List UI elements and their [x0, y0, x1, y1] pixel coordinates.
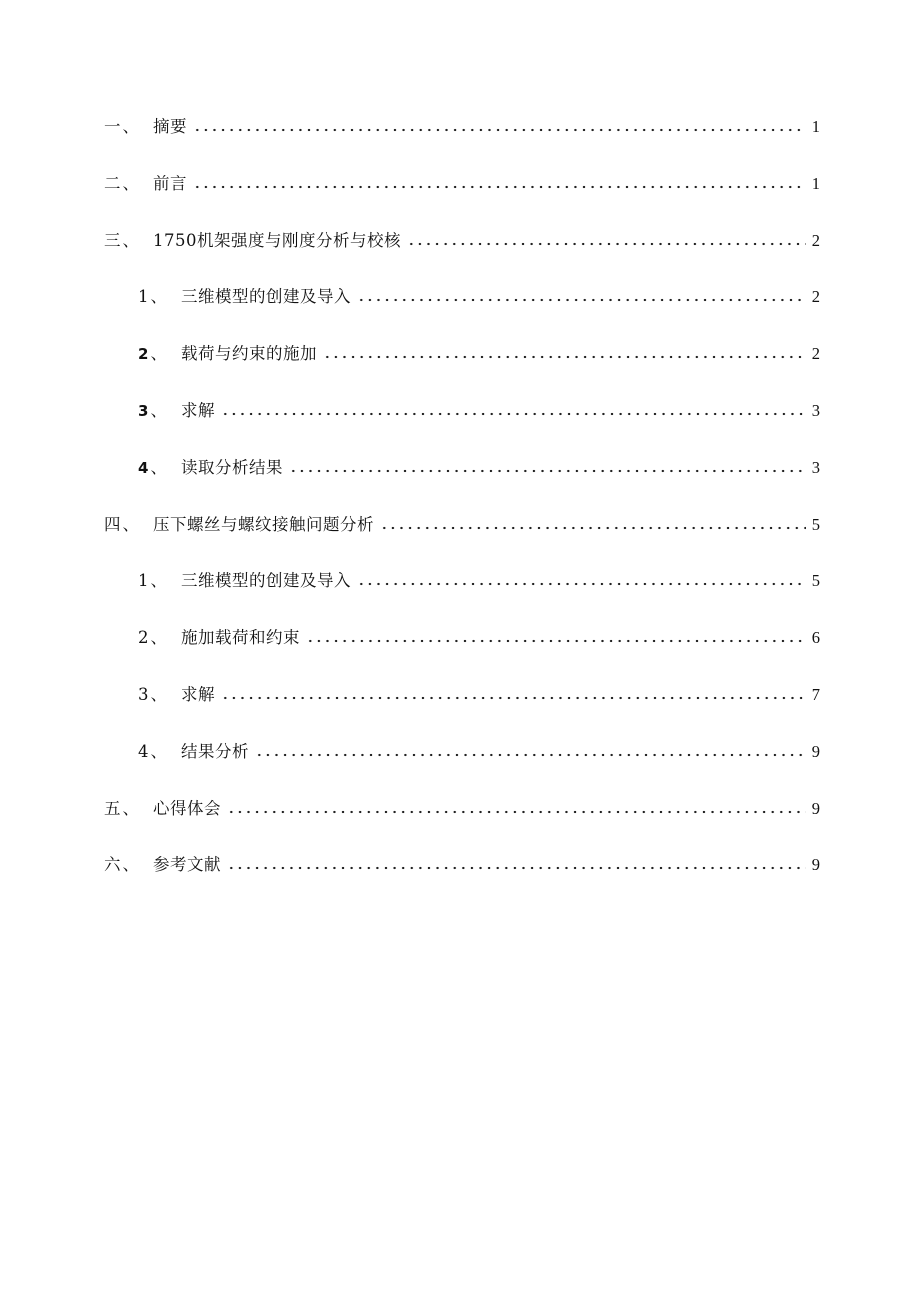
- toc-entry-number: 3: [138, 685, 149, 704]
- toc-entry[interactable]: [0, 566, 820, 592]
- toc-entry-page-number: 3: [811, 457, 820, 477]
- toc-entry[interactable]: [0, 169, 820, 195]
- toc-entry[interactable]: [0, 112, 820, 138]
- toc-entry-title: 参考文献: [153, 855, 221, 875]
- toc-entry-title: 1750机架强度与刚度分析与校核: [153, 230, 401, 250]
- toc-entry[interactable]: [0, 282, 820, 308]
- dot-leader: [221, 412, 806, 416]
- dot-leader: [289, 469, 806, 473]
- dot-leader: [193, 185, 806, 189]
- toc-entry-title: 心得体会: [153, 798, 221, 818]
- toc-entry-separator: 、: [122, 514, 139, 534]
- dot-leader: [357, 582, 806, 586]
- toc-entry-page-number: 2: [811, 287, 820, 307]
- toc-entry-title: 摘要: [153, 117, 187, 136]
- toc-entry-separator: 、: [122, 798, 139, 818]
- toc-entry-separator: 、: [150, 571, 167, 591]
- dot-leader: [407, 242, 806, 246]
- toc-entry-separator: 、: [150, 457, 167, 477]
- toc-entry[interactable]: [0, 623, 820, 649]
- toc-entry-title: 施加载荷和约束: [181, 628, 300, 648]
- toc-entry-page-number: 5: [811, 514, 820, 534]
- toc-entry-page-number: 1: [811, 173, 820, 193]
- toc-entry-page-number: 9: [811, 855, 820, 875]
- toc-entry-title: 求解: [180, 401, 215, 420]
- toc-entry-title: 前言: [153, 173, 187, 193]
- toc-entry-separator: 、: [122, 855, 139, 875]
- toc-entry[interactable]: [0, 339, 820, 365]
- toc-entry-page-number: 5: [811, 571, 820, 591]
- toc-entry-number: 四: [104, 514, 121, 534]
- toc-entry-number: 一: [104, 117, 121, 136]
- toc-entry-number: 2: [138, 345, 149, 364]
- toc-entry-page-number: 1: [811, 117, 820, 136]
- toc-entry-title: 压下螺丝与螺纹接触问题分析: [153, 514, 374, 534]
- toc-entry-separator: 、: [150, 344, 167, 364]
- toc-entry-number: 3: [138, 402, 149, 420]
- dot-leader: [255, 753, 806, 757]
- toc-entry[interactable]: [0, 680, 820, 706]
- toc-entry-separator: 、: [150, 628, 167, 648]
- toc-entry-separator: 、: [122, 173, 139, 193]
- toc-entry-number: 1: [138, 571, 149, 591]
- dot-leader: [323, 355, 806, 359]
- dot-leader: [380, 526, 806, 530]
- dot-leader: [193, 128, 806, 132]
- toc-entry-title: 结果分析: [181, 741, 249, 761]
- toc-entry-number: 三: [104, 230, 121, 250]
- toc-entry-title: 三维模型的创建及导入: [181, 287, 351, 307]
- toc-entry-separator: 、: [150, 741, 167, 761]
- toc-entry-number: 五: [104, 798, 121, 818]
- toc-entry-number: 六: [104, 855, 121, 875]
- toc-entry-separator: 、: [150, 401, 167, 420]
- toc-entry-page-number: 7: [811, 685, 820, 704]
- toc-entry-number: 2: [138, 628, 149, 648]
- dot-leader: [227, 866, 806, 870]
- toc-entry-title: 读取分析结果: [180, 457, 283, 477]
- toc-entry[interactable]: [0, 850, 820, 876]
- toc-entry-separator: 、: [150, 287, 167, 307]
- toc-entry[interactable]: [0, 794, 820, 820]
- toc-entry-number: 4: [138, 458, 149, 477]
- toc-entry[interactable]: [0, 226, 820, 252]
- toc-entry[interactable]: [0, 737, 820, 763]
- dot-leader: [306, 639, 806, 643]
- toc-entry-title: 载荷与约束的施加: [180, 344, 317, 364]
- toc-entry-page-number: 9: [811, 741, 820, 761]
- toc-entry[interactable]: [0, 453, 820, 479]
- toc-entry[interactable]: [0, 510, 820, 536]
- toc-entry-title: 三维模型的创建及导入: [181, 571, 351, 591]
- toc-entry-separator: 、: [150, 685, 167, 704]
- toc-entry-page-number: 2: [811, 344, 820, 364]
- dot-leader: [221, 696, 806, 700]
- toc-entry[interactable]: [0, 396, 820, 422]
- toc-entry-separator: 、: [122, 230, 139, 250]
- toc-entry-number: 1: [138, 287, 149, 307]
- dot-leader: [357, 298, 806, 302]
- dot-leader: [227, 810, 806, 814]
- toc-entry-page-number: 6: [811, 628, 820, 648]
- toc-entry-title: 求解: [181, 685, 215, 704]
- toc-entry-page-number: 2: [811, 230, 820, 250]
- toc-entry-page-number: 9: [811, 798, 820, 818]
- toc-entry-number: 二: [104, 173, 121, 193]
- toc-entry-number: 4: [138, 741, 149, 761]
- toc-entry-page-number: 3: [811, 401, 820, 420]
- toc-entry-separator: 、: [122, 117, 139, 136]
